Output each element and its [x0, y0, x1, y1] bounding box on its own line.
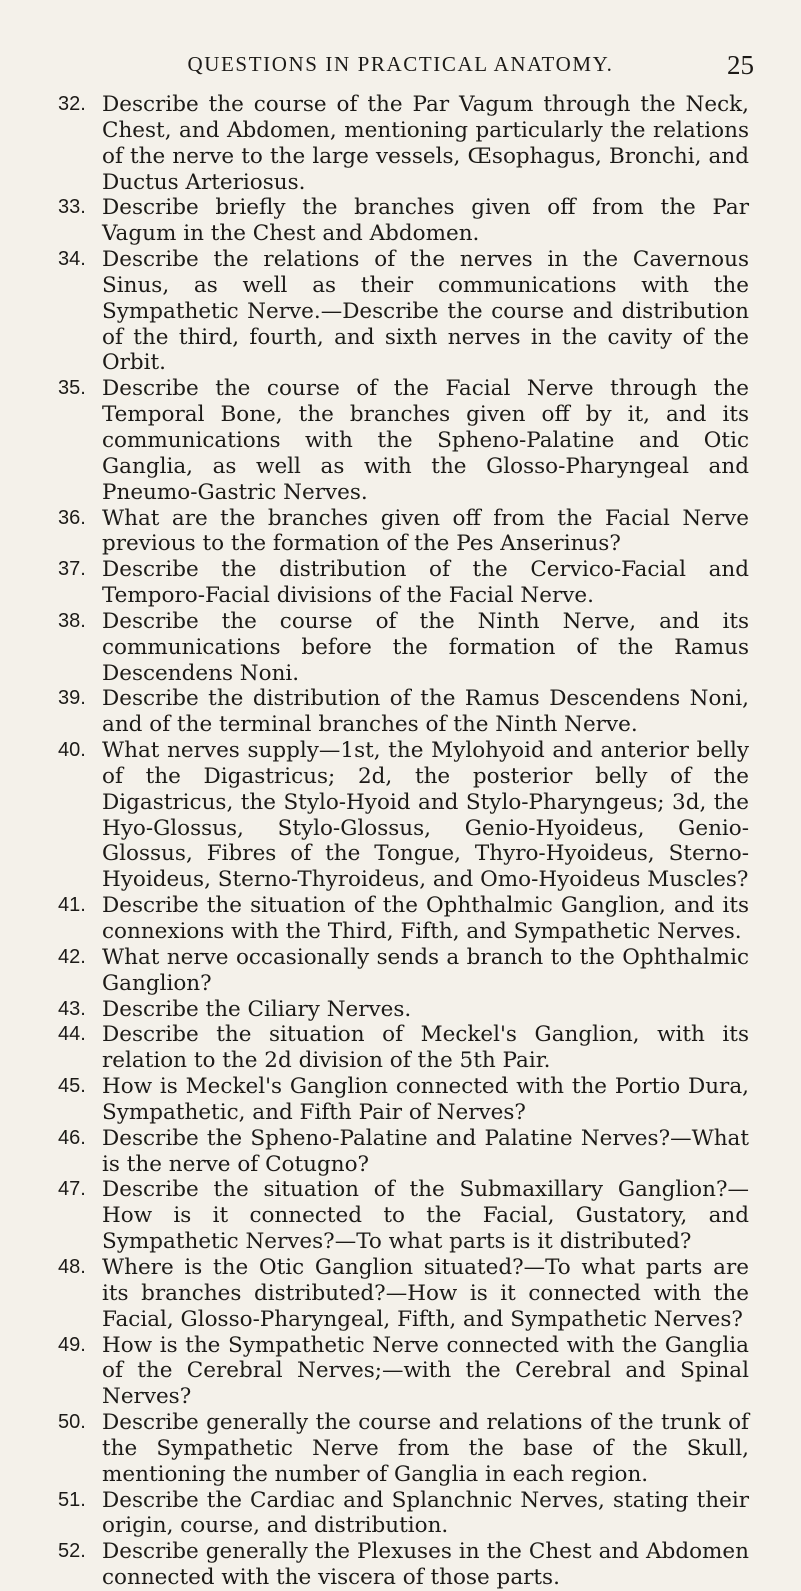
question-text: Describe the distribution of the Cervico-Facial and Temporo-Facial divisions of the Facial Nerve. — [102, 557, 749, 609]
question-item — [0, 1333, 801, 1411]
question-text: Describe the course of the Facial Nerve through the Temporal Bone, the branches given off by it, and its communications with the Spheno-Palatine and Otic Ganglia, as well as with the Glosso-Pharyngeal and Pneumo-Gastric Nerves. — [102, 376, 749, 505]
question-text: What nerves supply—1st, the Mylohyoid and anterior belly of the Digastricus; 2d, the posterior belly of the Digastricus, the Stylo-Hyoid and Stylo-Pharyngeus; 3d, the Hyo-Glossus, Stylo-Glossus, Genio-Hyoideus, Genio-Glossus, Fibres of the Tongue, Thyro-Hyoideus, Sterno-Hyoideus, Sterno-Thyroideus, and Omo-Hyoideus Muscles? — [102, 738, 749, 893]
question-item — [0, 247, 801, 376]
question-item — [0, 506, 801, 558]
question-text: Describe the distribution of the Ramus Descendens Noni, and of the terminal branches of the Ninth Nerve. — [102, 686, 749, 738]
question-number: 43. — [58, 997, 86, 1020]
question-item — [0, 195, 801, 247]
page-header — [0, 44, 801, 84]
question-number: 37. — [58, 558, 86, 581]
question-item — [0, 1410, 801, 1488]
question-item — [0, 686, 801, 738]
question-item — [0, 1539, 801, 1591]
question-item — [0, 1177, 801, 1255]
question-item — [0, 1488, 801, 1540]
question-number: 39. — [58, 687, 86, 710]
question-number: 41. — [58, 894, 86, 917]
question-number: 36. — [58, 506, 86, 529]
question-text: Describe the situation of the Ophthalmic Ganglion, and its connexions with the Third, Fifth, and Sympathetic Nerves. — [102, 893, 749, 944]
question-number: 38. — [58, 609, 86, 632]
question-number: 40. — [58, 739, 86, 762]
question-number: 47. — [58, 1178, 86, 1201]
question-number: 32. — [58, 93, 86, 115]
question-number: 46. — [58, 1126, 86, 1149]
question-number: 52. — [58, 1540, 86, 1563]
question-text: Describe generally the Plexuses in the Chest and Abdomen connected with the viscera of those parts. — [102, 1539, 749, 1591]
question-number: 35. — [58, 377, 86, 400]
question-item — [0, 1074, 801, 1126]
question-number: 51. — [58, 1488, 86, 1511]
question-item — [0, 997, 801, 1023]
question-text: What nerve occasionally sends a branch to the Ophthalmic Ganglion? — [102, 944, 749, 996]
question-number: 50. — [58, 1411, 86, 1434]
question-text: Describe generally the course and relations of the trunk of the Sympathetic Nerve from the base of the Skull, mentioning the number of Ganglia in each region. — [102, 1410, 749, 1487]
question-text: Describe the Spheno-Palatine and Palatine Nerves?—What is the nerve of Cotugno? — [102, 1125, 749, 1177]
question-list — [0, 92, 801, 1591]
page-number: 25 — [727, 50, 754, 80]
question-number: 45. — [58, 1075, 86, 1098]
question-number: 42. — [58, 945, 86, 968]
question-item — [0, 893, 801, 945]
question-number: 44. — [58, 1023, 86, 1046]
question-item — [0, 92, 801, 195]
question-item — [0, 1022, 801, 1074]
question-text: Describe the Cardiac and Splanchnic Nerves, stating their origin, course, and distribution. — [102, 1487, 749, 1539]
question-number: 48. — [58, 1255, 86, 1278]
question-text: How is the Sympathetic Nerve connected with the Ganglia of the Cerebral Nerves;—with the Cerebral and Spinal Nerves? — [102, 1332, 749, 1410]
question-item — [0, 557, 801, 609]
question-text: What are the branches given off from the Facial Nerve previous to the formation of the Pes Anserinus? — [102, 505, 749, 557]
question-text: Describe the situation of Meckel's Ganglion, with its relation to the 2d division of the 5th Pair. — [102, 1022, 749, 1074]
question-item — [0, 1126, 801, 1178]
question-text: Describe the course of the Ninth Nerve, and its communications before the formation of the Ramus Descendens Noni. — [102, 608, 749, 686]
question-number: 34. — [58, 248, 86, 271]
question-text: How is Meckel's Ganglion connected with the Portio Dura, Sympathetic, and Fifth Pair of Nerves? — [102, 1074, 749, 1125]
question-item — [0, 738, 801, 893]
question-text: Where is the Otic Ganglion situated?—To what parts are its branches distributed?—How is it connected with the Facial, Glosso-Pharyngeal, Fifth, and Sympathetic Nerves? — [102, 1254, 749, 1332]
question-text: Describe briefly the branches given off from the Par Vagum in the Chest and Abdomen. — [102, 195, 749, 247]
question-text: Describe the Ciliary Nerves. — [102, 996, 412, 1022]
question-text: Describe the situation of the Submaxillary Ganglion?—How is it connected to the Facial, Gustatory, and Sympathetic Nerves?—To what parts is it distributed? — [102, 1177, 749, 1255]
question-number: 49. — [58, 1333, 86, 1356]
question-item — [0, 945, 801, 997]
running-title: QUESTIONS IN PRACTICAL ANATOMY. — [187, 52, 614, 76]
question-item — [0, 609, 801, 687]
question-item — [0, 1255, 801, 1333]
question-text: Describe the relations of the nerves in the Cavernous Sinus, as well as their communications with the Sympathetic Nerve.—Describe the course and distribution of the third, fourth, and sixth nerves in the cavity of the Orbit. — [102, 247, 749, 376]
question-text: Describe the course of the Par Vagum through the Neck, Chest, and Abdomen, mentioning particularly the relations of the nerve to the large vessels, Œsophagus, Bronchi, and Ductus Arteriosus. — [102, 92, 749, 195]
question-number: 33. — [58, 196, 86, 219]
question-item — [0, 376, 801, 505]
